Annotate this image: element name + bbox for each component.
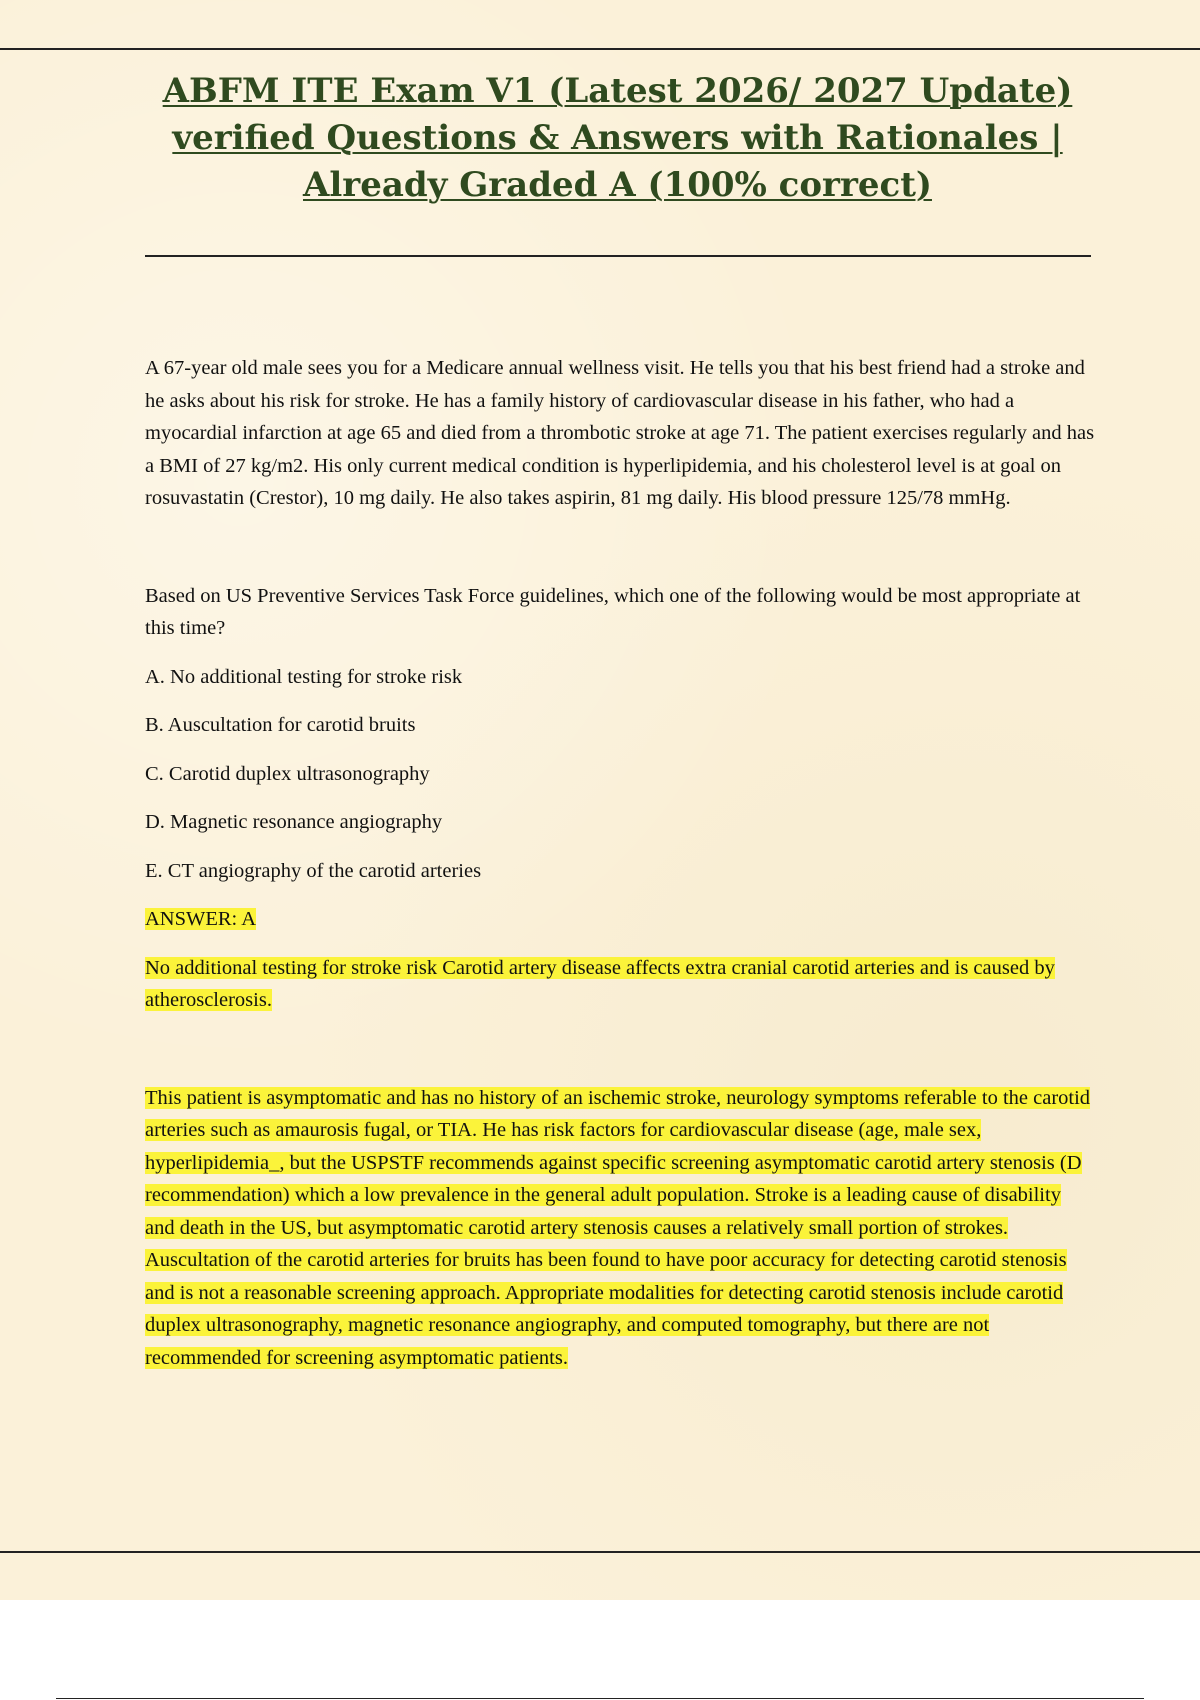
option-e: E. CT angiography of the carotid arteries	[145, 859, 482, 882]
option-d: D. Magnetic resonance angiography	[145, 811, 443, 833]
answer-rationale: This patient is asymptomatic and has no history of an ischemic stroke, neurology symptoms referable to the carotid arteries such as amaurosis fugal, or TIA. He has risk factors for cardiovascular disease (age, male sex, hyperlipidemia_, but the USPSTF recommends against specific screening asymptomatic carotid artery stenosis (D recommendation) which a low prevalence in the general adult population. Stroke is a leading cause of disability and death in the US, but asymptomatic carotid artery stenosis causes a relatively small portion of strokes. Auscultation of the carotid arteries for bruits has been found to have poor accuracy for detecting carotid stenosis and is not a reasonable screening approach. Appropriate modalities for detecting carotid stenosis include carotid duplex ultrasonography, magnetic resonance angiography, and computed tomography, but there are not recommended for screening asymptomatic patients.	[145, 1086, 1091, 1369]
answer-label-paragraph	[145, 903, 1095, 936]
bottom-divider	[0, 1551, 1200, 1553]
question-prompt: Based on US Preventive Services Task Force guidelines, which one of the following would be most appropriate at this time?	[145, 584, 1081, 639]
option-c: C. Carotid duplex ultrasonography	[145, 762, 430, 785]
question-stem: A 67-year old male sees you for a Medicare annual wellness visit. He tells you that his best friend had a stroke and he asks about his risk for stroke. He has a family history of cardiovascular disease in his father, who had a myocardial infarction at age 65 and died from a thrombotic stroke at age 71. The patient exercises regularly and has a BMI of 27 kg/m2. His only current medical condition is hyperlipidemia, and his cholesterol level is at goal on rosuvastatin (Crestor), 10 mg daily. He also takes aspirin, 81 mg daily. His blood pressure 125/78 mmHg.	[145, 357, 1095, 509]
answer-rationale-paragraph	[145, 1082, 1095, 1375]
answer-summary-paragraph	[145, 952, 1095, 1017]
title-line-3: Already Graded A (100% correct)	[303, 165, 932, 205]
title-divider	[145, 255, 1091, 257]
option-a: A. No additional testing for stroke risk	[145, 665, 463, 688]
title-line-2: verified Questions & Answers with Rationales |	[172, 118, 1063, 158]
document-title	[130, 68, 1105, 209]
title-line-1: ABFM ITE Exam V1 (Latest 2026/ 2027 Update)	[162, 71, 1073, 111]
option-b: B. Auscultation for carotid bruits	[145, 714, 416, 736]
answer-label: ANSWER: A	[145, 908, 257, 930]
top-divider	[0, 48, 1200, 50]
answer-options	[145, 661, 1095, 888]
footer-divider	[56, 1698, 1144, 1699]
answer-summary: No additional testing for stroke risk Carotid artery disease affects extra cranial carotid arteries and is caused by atherosclerosis.	[145, 956, 1055, 1011]
question-block	[145, 352, 1095, 1374]
